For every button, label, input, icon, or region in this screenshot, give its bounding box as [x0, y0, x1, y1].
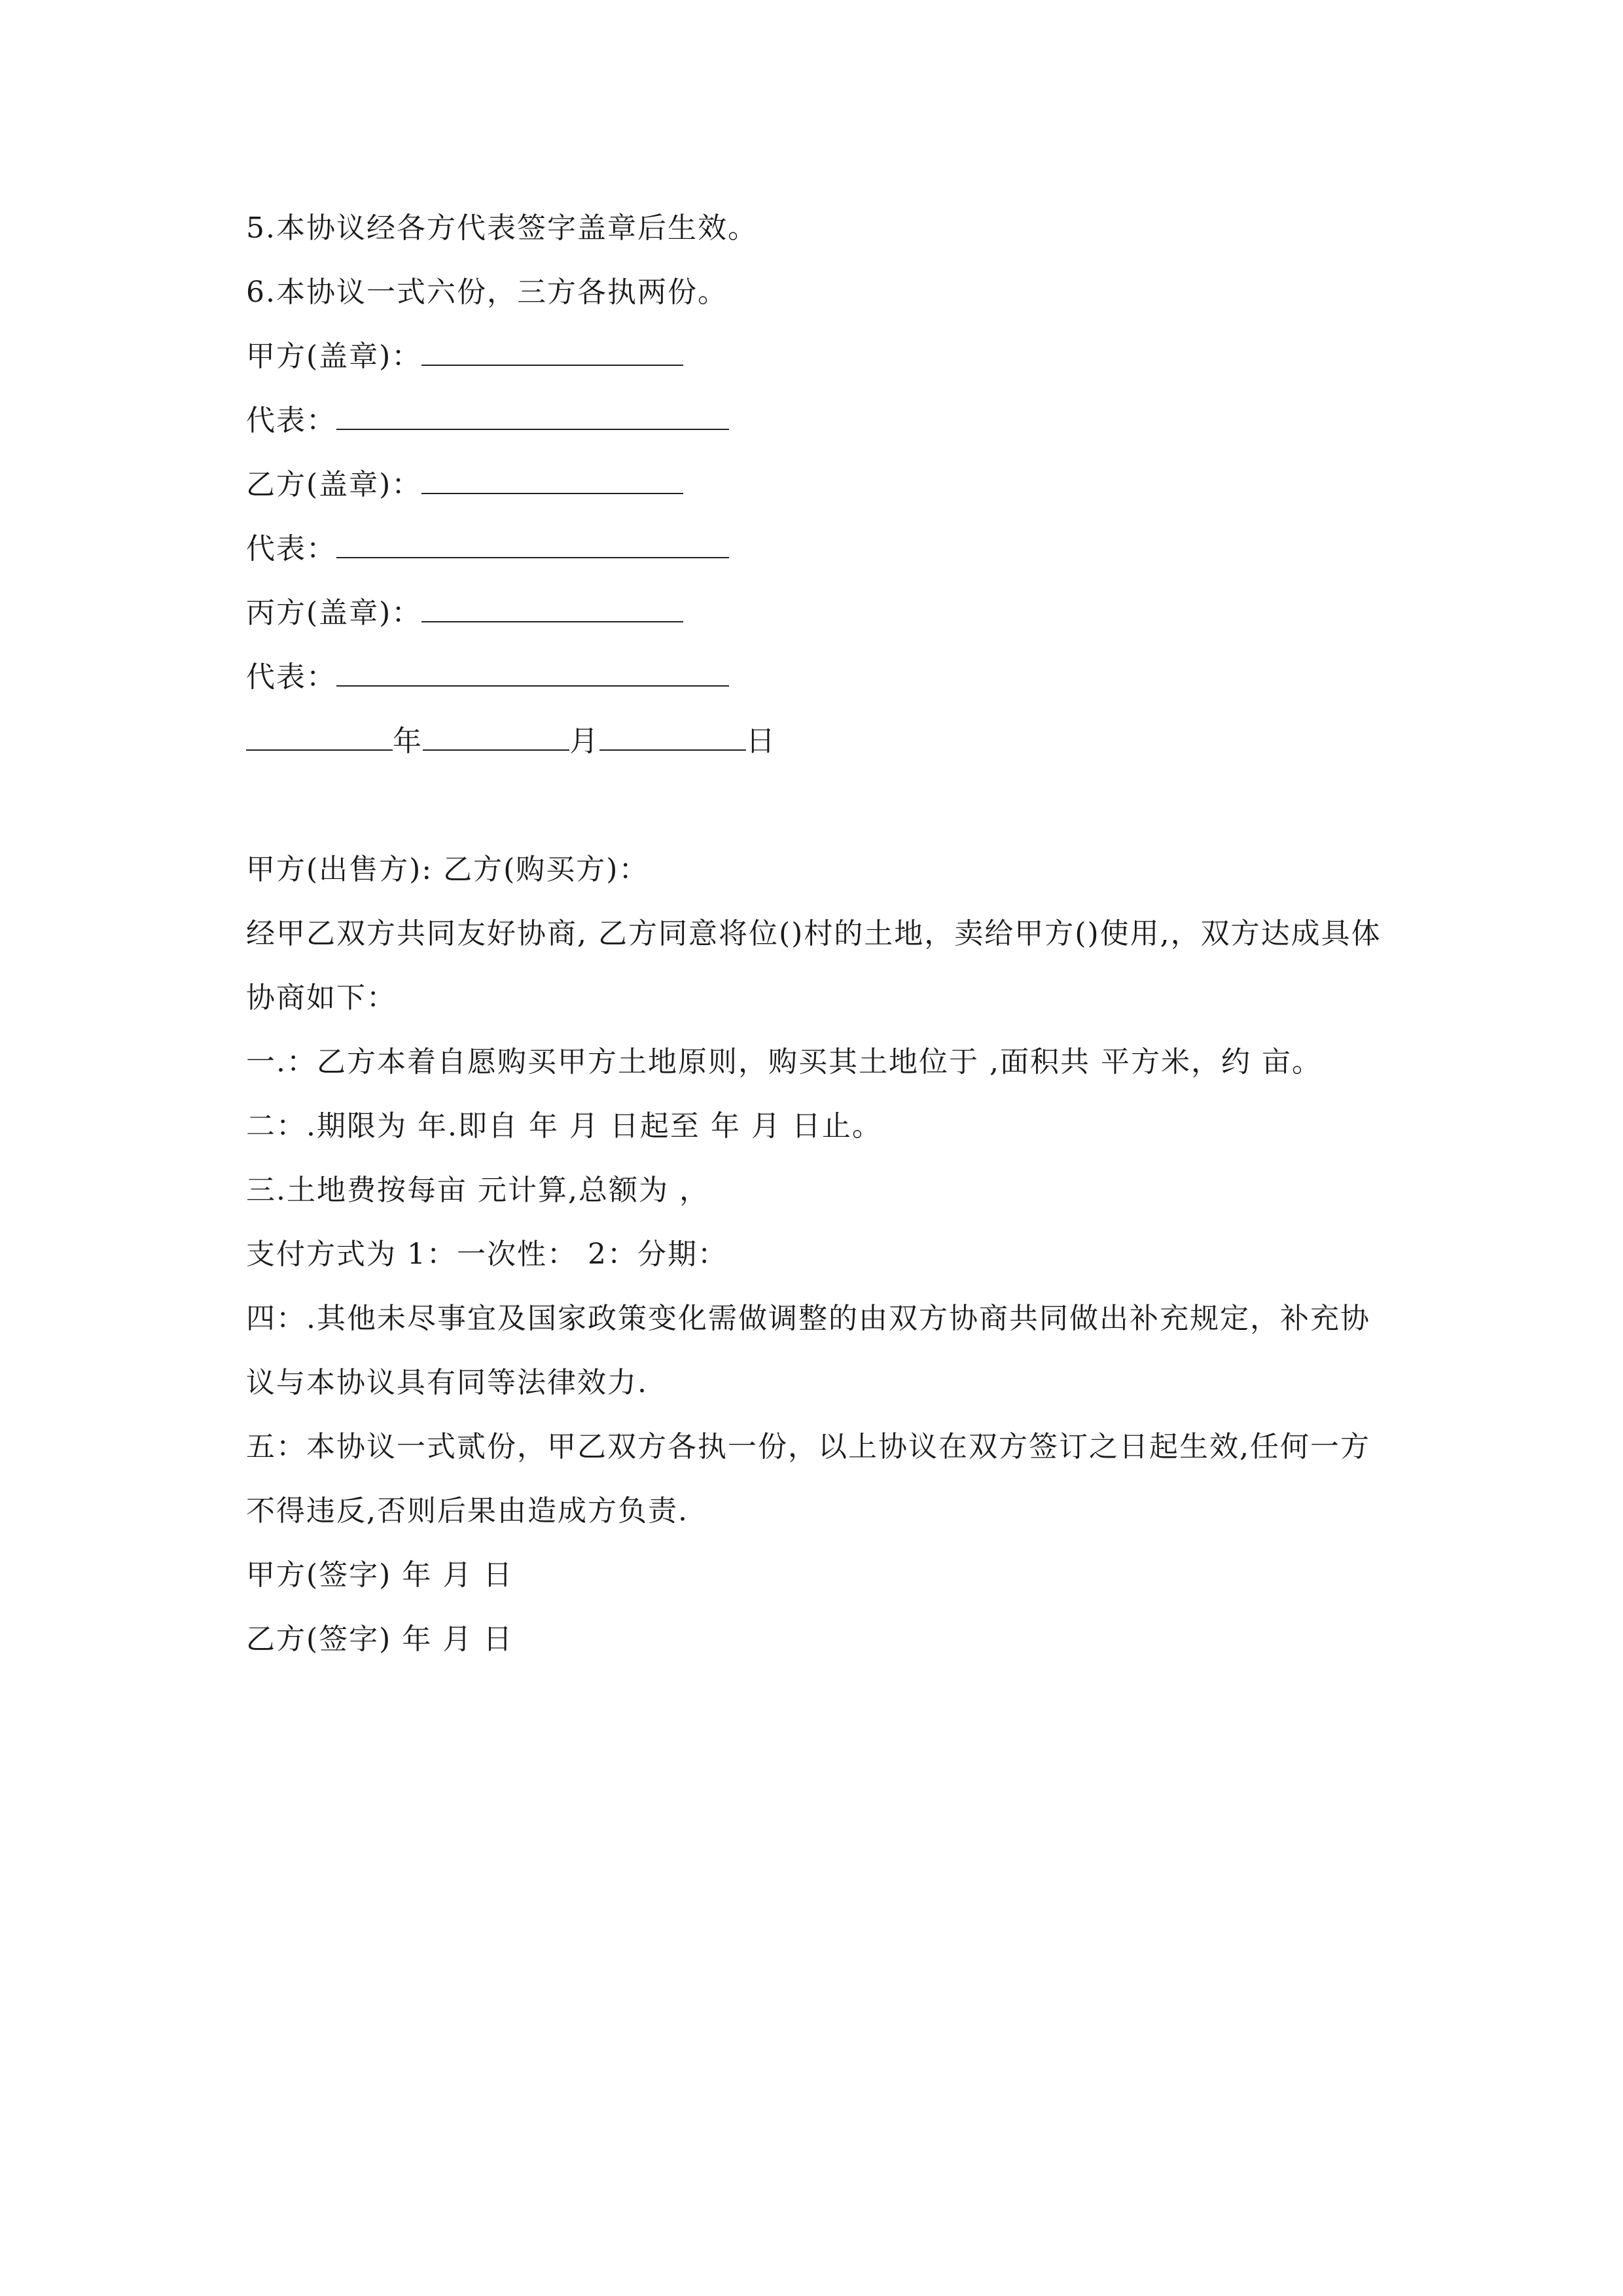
date-year-blank	[246, 713, 393, 751]
clause-five: 五：本协议一式贰份，甲乙双方各执一份，以上协议在双方签订之日起生效,任何一方不得违反,否则后果由造成方负责.	[246, 1430, 1370, 1528]
rep-a-blank	[336, 392, 729, 430]
rep-c-row	[246, 645, 1385, 709]
clause-two: 二：.期限为 年.即自 年 月 日起至 年 月 日止。	[246, 1109, 882, 1143]
parties-line: 甲方(出售方): 乙方(购买方)：	[246, 853, 649, 886]
clause-one: 一.：乙方本着自愿购买甲方土地原则，购买其土地位于 ,面积共 平方米，约 亩。	[246, 1045, 1322, 1079]
party-b-seal-label: 乙方(盖章)：	[246, 468, 422, 501]
intro-paragraph: 经甲乙双方共同友好协商, 乙方同意将位()村的土地，卖给甲方()使用,，双方达成具体协商如下：	[246, 917, 1382, 1014]
date-year-label: 年	[393, 725, 423, 758]
clause-6: 6.本协议一式六份，三方各执两份。	[246, 276, 728, 309]
signature-a: 甲方(签字) 年 月 日	[246, 1558, 514, 1592]
party-a-seal-row	[246, 325, 1385, 389]
date-day-blank	[599, 713, 746, 751]
party-b-seal-row	[246, 453, 1385, 517]
rep-b-label: 代表：	[246, 532, 336, 565]
party-a-seal-label: 甲方(盖章)：	[246, 340, 422, 373]
rep-c-blank	[336, 649, 729, 687]
party-c-seal-blank	[421, 584, 683, 622]
clause-5: 5.本协议经各方代表签字盖章后生效。	[246, 211, 758, 245]
rep-a-row	[246, 389, 1385, 453]
clause-three: 三.土地费按每亩 元计算,总额为 ，	[246, 1174, 709, 1207]
party-c-seal-label: 丙方(盖章)：	[246, 596, 422, 630]
clause-four: 四：.其他未尽事宜及国家政策变化需做调整的由双方协商共同做出补充规定，补充协议与本协议具有同等法律效力.	[246, 1302, 1370, 1399]
rep-b-row	[246, 517, 1385, 581]
signature-b: 乙方(签字) 年 月 日	[246, 1623, 514, 1656]
date-month-label: 月	[569, 725, 599, 758]
date-day-label: 日	[746, 725, 776, 758]
party-a-seal-blank	[421, 328, 683, 366]
date-month-blank	[423, 713, 569, 751]
rep-a-label: 代表：	[246, 404, 336, 437]
payment-method: 支付方式为 1：一次性： 2：分期：	[246, 1238, 728, 1271]
rep-b-blank	[336, 520, 729, 558]
document-body	[246, 196, 1385, 1672]
date-row	[246, 709, 1385, 774]
section-gap	[246, 774, 1385, 838]
party-b-seal-blank	[421, 456, 683, 494]
party-c-seal-row	[246, 581, 1385, 645]
rep-c-label: 代表：	[246, 660, 336, 694]
